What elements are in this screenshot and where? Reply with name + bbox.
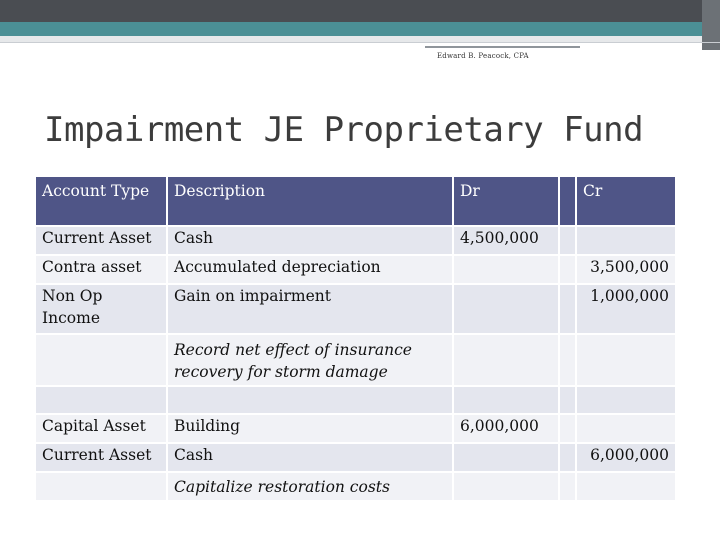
cell-cr xyxy=(577,415,677,444)
cell-account-type: Current Asset xyxy=(36,227,168,256)
header-divider xyxy=(0,42,720,43)
cell-dr: 4,500,000 xyxy=(454,227,560,256)
attribution-text: Edward B. Peacock, CPA xyxy=(437,52,529,60)
cell-description: Building xyxy=(168,415,454,444)
cell-spacer xyxy=(560,444,577,473)
cell-spacer xyxy=(560,473,577,502)
cell-spacer xyxy=(560,415,577,444)
cell-cr: 6,000,000 xyxy=(577,444,677,473)
cell-description-note: Record net effect of insurance recovery for storm damage xyxy=(168,335,454,387)
cell-account-type xyxy=(36,335,168,387)
top-banner-teal xyxy=(0,22,720,36)
cell-dr xyxy=(454,285,560,335)
cell-description-note: Capitalize restoration costs xyxy=(168,473,454,502)
cell-dr xyxy=(454,335,560,387)
cell-description: Accumulated depreciation xyxy=(168,256,454,285)
page-title: Impairment JE Proprietary Fund xyxy=(44,110,644,150)
cell-description: Cash xyxy=(168,227,454,256)
cell-account-type xyxy=(36,473,168,502)
top-banner-dark xyxy=(0,0,720,22)
cell-account-type xyxy=(36,387,168,415)
table-row xyxy=(36,473,677,502)
cell-cr: 1,000,000 xyxy=(577,285,677,335)
attribution-rule xyxy=(425,46,580,48)
header-account-type: Account Type xyxy=(36,177,168,227)
cell-description xyxy=(168,387,454,415)
cell-spacer xyxy=(560,387,577,415)
cell-description: Gain on impairment xyxy=(168,285,454,335)
header-cr: Cr xyxy=(577,177,677,227)
cell-account-type: Non Op Income xyxy=(36,285,168,335)
header-spacer xyxy=(560,177,577,227)
cell-dr: 6,000,000 xyxy=(454,415,560,444)
table-row xyxy=(36,285,677,335)
table-row xyxy=(36,335,677,387)
header-dr: Dr xyxy=(454,177,560,227)
cell-cr: 3,500,000 xyxy=(577,256,677,285)
cell-dr xyxy=(454,473,560,502)
cell-account-type: Contra asset xyxy=(36,256,168,285)
cell-description: Cash xyxy=(168,444,454,473)
journal-entry-table xyxy=(36,177,677,502)
table-header-row xyxy=(36,177,677,227)
table-row xyxy=(36,387,677,415)
header-description: Description xyxy=(168,177,454,227)
table-row xyxy=(36,227,677,256)
table-row xyxy=(36,415,677,444)
cell-cr xyxy=(577,387,677,415)
cell-cr xyxy=(577,335,677,387)
cell-dr xyxy=(454,387,560,415)
cell-cr xyxy=(577,473,677,502)
cell-cr xyxy=(577,227,677,256)
cell-spacer xyxy=(560,256,577,285)
cell-dr xyxy=(454,256,560,285)
cell-account-type: Current Asset xyxy=(36,444,168,473)
table-row xyxy=(36,256,677,285)
cell-spacer xyxy=(560,285,577,335)
table-row xyxy=(36,444,677,473)
cell-dr xyxy=(454,444,560,473)
cell-spacer xyxy=(560,335,577,387)
cell-spacer xyxy=(560,227,577,256)
cell-account-type: Capital Asset xyxy=(36,415,168,444)
